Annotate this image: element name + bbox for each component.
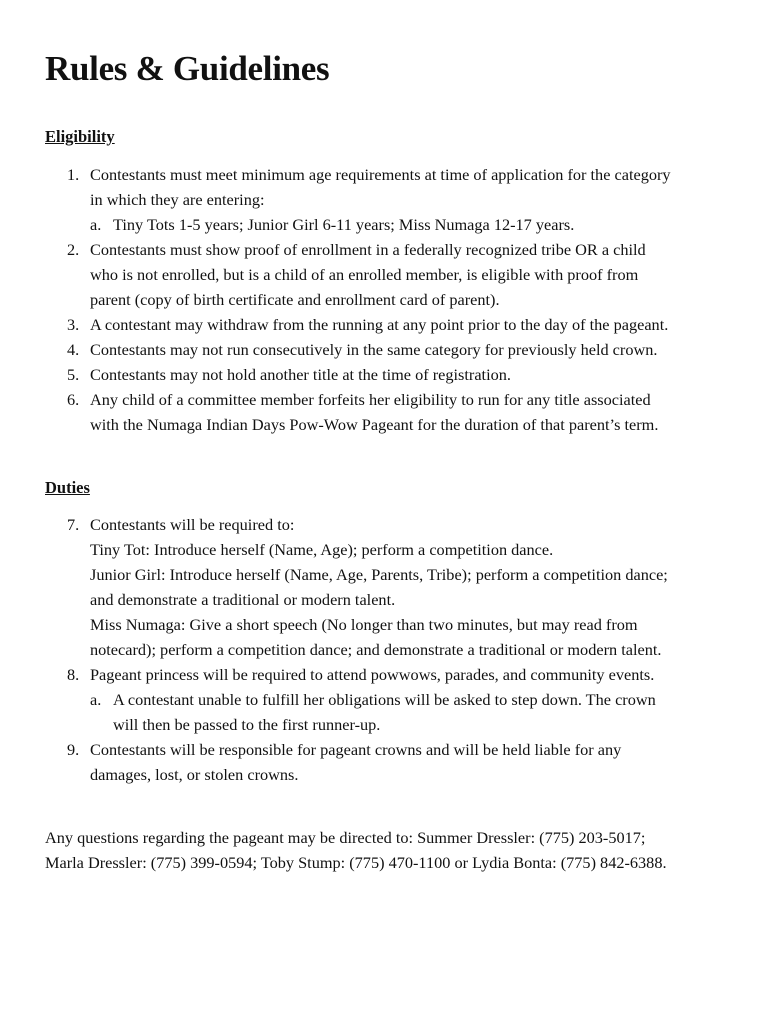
list-item: [45, 312, 745, 337]
list-item: [45, 512, 745, 662]
list-item-line: notecard); perform a competition dance; and demonstrate a traditional or modern talent.: [90, 640, 662, 659]
list-item-line: damages, lost, or stolen crowns.: [90, 765, 299, 784]
list-item-line: Tiny Tot: Introduce herself (Name, Age); perform a competition dance.: [90, 540, 554, 559]
sub-item: [90, 687, 745, 737]
list-item-line: Pageant princess will be required to attend powwows, parades, and community events.: [90, 665, 655, 684]
eligibility-list: [45, 162, 745, 437]
list-item-number: 2.: [67, 240, 80, 259]
list-item: [45, 737, 745, 787]
list-item-line: Junior Girl: Introduce herself (Name, Age, Parents, Tribe); perform a competition dance;: [90, 565, 668, 584]
list-item-number: 9.: [67, 740, 80, 759]
sub-item-line: will then be passed to the first runner-up.: [113, 715, 381, 734]
list-item-line: Any child of a committee member forfeits her eligibility to run for any title associated: [90, 390, 651, 409]
list-item: [45, 162, 745, 237]
list-item-line: Miss Numaga: Give a short speech (No longer than two minutes, but may read from: [90, 615, 638, 634]
duties-list: [45, 512, 745, 787]
list-item: [45, 362, 745, 387]
list-item-line: and demonstrate a traditional or modern talent.: [90, 590, 396, 609]
list-item: [45, 337, 745, 362]
list-item: [45, 387, 745, 437]
list-item-number: 4.: [67, 340, 80, 359]
list-item: [45, 237, 745, 312]
list-item-number: 3.: [67, 315, 80, 334]
list-item-line: Contestants will be required to:: [90, 515, 295, 534]
page-title: Rules & Guidelines: [45, 49, 330, 88]
list-item-line: Contestants may not run consecutively in the same category for previously held crown.: [90, 340, 658, 359]
sub-item-label: a.: [90, 215, 102, 234]
list-item-number: 8.: [67, 665, 80, 684]
list-item-line: Contestants will be responsible for pageant crowns and will be held liable for any: [90, 740, 622, 759]
list-item-line: Contestants must meet minimum age requirements at time of application for the category: [90, 165, 671, 184]
contact-paragraph: [45, 825, 745, 875]
list-item-line: with the Numaga Indian Days Pow-Wow Pageant for the duration of that parent’s term.: [90, 415, 659, 434]
list-item-number: 7.: [67, 515, 80, 534]
list-item-line: Contestants must show proof of enrollment in a federally recognized tribe OR a child: [90, 240, 646, 259]
list-item-line: A contestant may withdraw from the running at any point prior to the day of the pageant.: [90, 315, 669, 334]
list-item-number: 6.: [67, 390, 80, 409]
list-item: [45, 662, 745, 737]
list-item-number: 5.: [67, 365, 80, 384]
contact-line: Marla Dressler: (775) 399-0594; Toby Stump: (775) 470-1100 or Lydia Bonta: (775) 842-6388.: [45, 853, 667, 872]
sub-item-line: Tiny Tots 1-5 years; Junior Girl 6-11 years; Miss Numaga 12-17 years.: [113, 215, 575, 234]
list-item-line: who is not enrolled, but is a child of an enrolled member, is eligible with proof from: [90, 265, 639, 284]
list-item-line: parent (copy of birth certificate and enrollment card of parent).: [90, 290, 500, 309]
list-item-line: Contestants may not hold another title at the time of registration.: [90, 365, 511, 384]
sub-item-label: a.: [90, 690, 102, 709]
list-item-number: 1.: [67, 165, 80, 184]
eligibility-heading: Eligibility: [45, 127, 115, 146]
sub-item-line: A contestant unable to fulfill her obligations will be asked to step down. The crown: [113, 690, 656, 709]
list-item-line: in which they are entering:: [90, 190, 265, 209]
sub-item: [90, 212, 745, 237]
contact-line: Any questions regarding the pageant may be directed to: Summer Dressler: (775) 203-5017;: [45, 828, 646, 847]
duties-heading: Duties: [45, 478, 90, 497]
